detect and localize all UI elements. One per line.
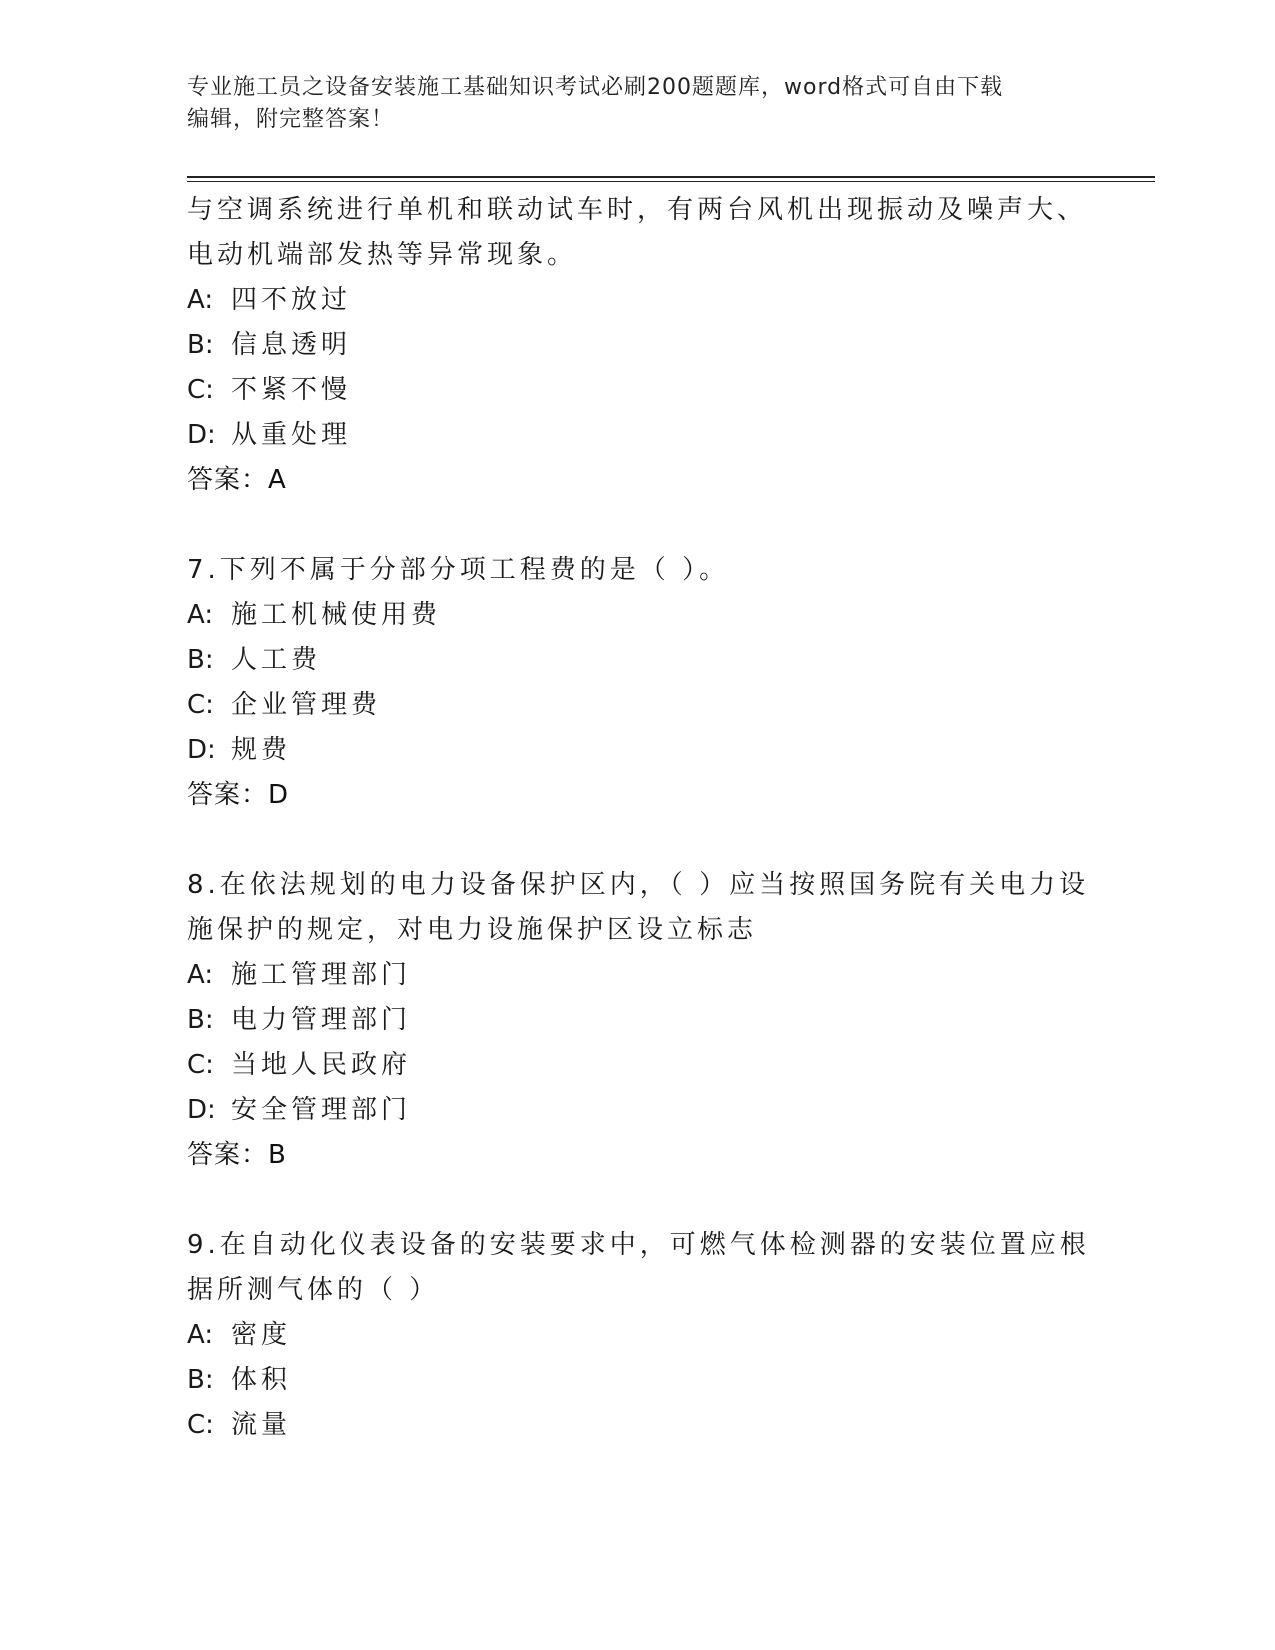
- question-list: [187, 188, 1090, 1448]
- question-6-stem-line1: 与空调系统进行单机和联动试车时，有两台风机出现振动及噪声大、: [187, 195, 1088, 225]
- question-9-stem-line2: 据所测气体的（ ）: [187, 1275, 440, 1305]
- option-key: D:: [187, 1095, 216, 1125]
- question-8-answer: 答案：B: [187, 1140, 287, 1170]
- question-6-answer: 答案：A: [187, 465, 287, 495]
- option-text: 安全管理部门: [231, 1095, 412, 1125]
- spacer: [187, 503, 1087, 548]
- option-text: 密度: [231, 1320, 292, 1350]
- question-8-option-c: [187, 1043, 1087, 1088]
- question-9: [187, 1223, 1090, 1448]
- option-key: D:: [187, 735, 216, 765]
- question-6-option-c: [187, 368, 1087, 413]
- question-8-option-d: [187, 1088, 1087, 1133]
- spacer: [187, 818, 1087, 863]
- question-7: [187, 548, 1087, 818]
- option-text: 人工费: [231, 645, 322, 675]
- option-key: B:: [187, 1005, 214, 1035]
- question-9-option-c: [187, 1403, 1087, 1448]
- question-8: [187, 863, 1090, 1178]
- option-key: D:: [187, 420, 216, 450]
- option-key: A:: [187, 1320, 214, 1350]
- option-text: 施工管理部门: [231, 960, 412, 990]
- option-text: 规费: [231, 735, 292, 765]
- header-title-line1: 专业施工员之设备安装施工基础知识考试必刷200题题库，word格式可自由下载: [187, 75, 1004, 100]
- document-header: [187, 72, 1087, 136]
- option-key: C:: [187, 690, 214, 720]
- question-6: [187, 188, 1087, 503]
- option-text: 电力管理部门: [231, 1005, 412, 1035]
- option-text: 当地人民政府: [231, 1050, 412, 1080]
- option-key: C:: [187, 1050, 214, 1080]
- question-7-option-b: [187, 638, 1087, 683]
- option-text: 施工机械使用费: [231, 600, 442, 630]
- option-text: 四不放过: [231, 285, 352, 315]
- question-9-option-b: [187, 1358, 1087, 1403]
- option-key: A:: [187, 960, 214, 990]
- question-8-option-a: [187, 953, 1087, 998]
- option-text: 体积: [231, 1365, 292, 1395]
- option-text: 不紧不慢: [231, 375, 352, 405]
- question-8-option-b: [187, 998, 1087, 1043]
- question-8-stem-line2: 施保护的规定，对电力设施保护区设立标志: [187, 915, 758, 945]
- header-divider-bottom: [187, 181, 1155, 182]
- header-divider-top: [187, 176, 1155, 178]
- question-9-option-a: [187, 1313, 1087, 1358]
- spacer: [187, 1178, 1087, 1223]
- option-key: A:: [187, 285, 214, 315]
- question-9-stem-line1: 9.在自动化仪表设备的安装要求中，可燃气体检测器的安装位置应根: [187, 1230, 1090, 1260]
- option-text: 从重处理: [231, 420, 352, 450]
- question-6-stem-line2: 电动机端部发热等异常现象。: [187, 240, 578, 270]
- question-7-answer: 答案：D: [187, 780, 290, 810]
- option-key: B:: [187, 645, 214, 675]
- option-text: 流量: [231, 1410, 292, 1440]
- question-7-option-a: [187, 593, 1087, 638]
- question-8-stem-line1: 8.在依法规划的电力设备保护区内，（ ）应当按照国务院有关电力设: [187, 870, 1090, 900]
- option-text: 企业管理费: [231, 690, 382, 720]
- question-7-stem-line1: 7.下列不属于分部分项工程费的是（ ）。: [187, 555, 730, 585]
- question-6-option-b: [187, 323, 1087, 368]
- option-key: A:: [187, 600, 214, 630]
- question-6-option-d: [187, 413, 1087, 458]
- option-key: B:: [187, 330, 214, 360]
- question-7-option-c: [187, 683, 1087, 728]
- question-6-option-a: [187, 278, 1087, 323]
- option-key: C:: [187, 1410, 214, 1440]
- option-key: B:: [187, 1365, 214, 1395]
- option-key: C:: [187, 375, 214, 405]
- header-title-line2: 编辑，附完整答案！: [187, 107, 395, 132]
- option-text: 信息透明: [231, 330, 352, 360]
- question-7-option-d: [187, 728, 1087, 773]
